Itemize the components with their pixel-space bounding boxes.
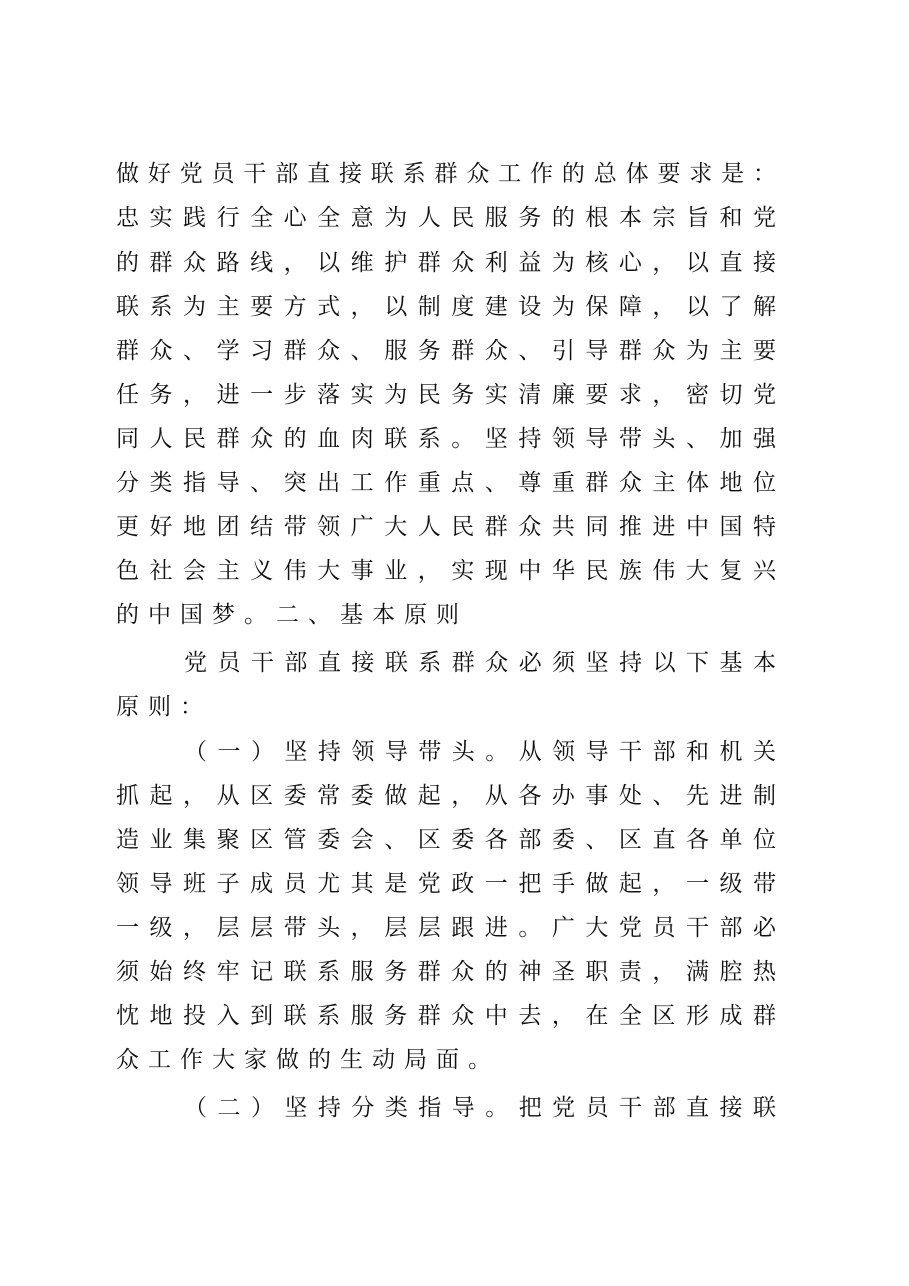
text-line: （二）坚持分类指导。把党员干部直接联 xyxy=(184,1095,776,1121)
text-line: 造业集聚区管委会、区委各部委、区直各单位 xyxy=(116,827,776,853)
text-line: 色社会主义伟大事业，实现中华民族伟大复兴 xyxy=(116,558,776,584)
text-line: 原则： xyxy=(116,694,212,720)
text-line: 党员干部直接联系群众必须坚持以下基本 xyxy=(184,650,776,676)
text-line: 同人民群众的血肉联系。坚持领导带头、加强 xyxy=(116,426,776,452)
text-line: 联系为主要方式，以制度建设为保障，以了解 xyxy=(116,294,776,320)
text-line: 群众、学习群众、服务群众、引导群众为主要 xyxy=(116,338,776,364)
text-line: 的中国梦。二、基本原则 xyxy=(116,602,468,628)
text-line: 忠实践行全心全意为人民服务的根本宗旨和党 xyxy=(116,205,776,231)
text-line: 更好地团结带领广大人民群众共同推进中国特 xyxy=(116,514,776,540)
text-line: 众工作大家做的生动局面。 xyxy=(116,1047,500,1073)
text-line: 的群众路线，以维护群众利益为核心，以直接 xyxy=(116,250,776,276)
text-line: 做好党员干部直接联系群众工作的总体要求是： xyxy=(116,161,776,187)
text-line: 须始终牢记联系服务群众的神圣职责，满腔热 xyxy=(116,959,776,985)
text-line: 领导班子成员尤其是党政一把手做起，一级带 xyxy=(116,871,776,897)
text-line: 一级，层层带头，层层跟进。广大党员干部必 xyxy=(116,915,776,941)
text-line: 抓起，从区委常委做起，从各办事处、先进制 xyxy=(116,783,776,809)
text-line: 忱地投入到联系服务群众中去，在全区形成群 xyxy=(116,1003,776,1029)
text-line: 任务，进一步落实为民务实清廉要求，密切党 xyxy=(116,382,776,408)
text-line: （一）坚持领导带头。从领导干部和机关 xyxy=(184,739,776,765)
text-line: 分类指导、突出工作重点、尊重群众主体地位 xyxy=(116,470,776,496)
